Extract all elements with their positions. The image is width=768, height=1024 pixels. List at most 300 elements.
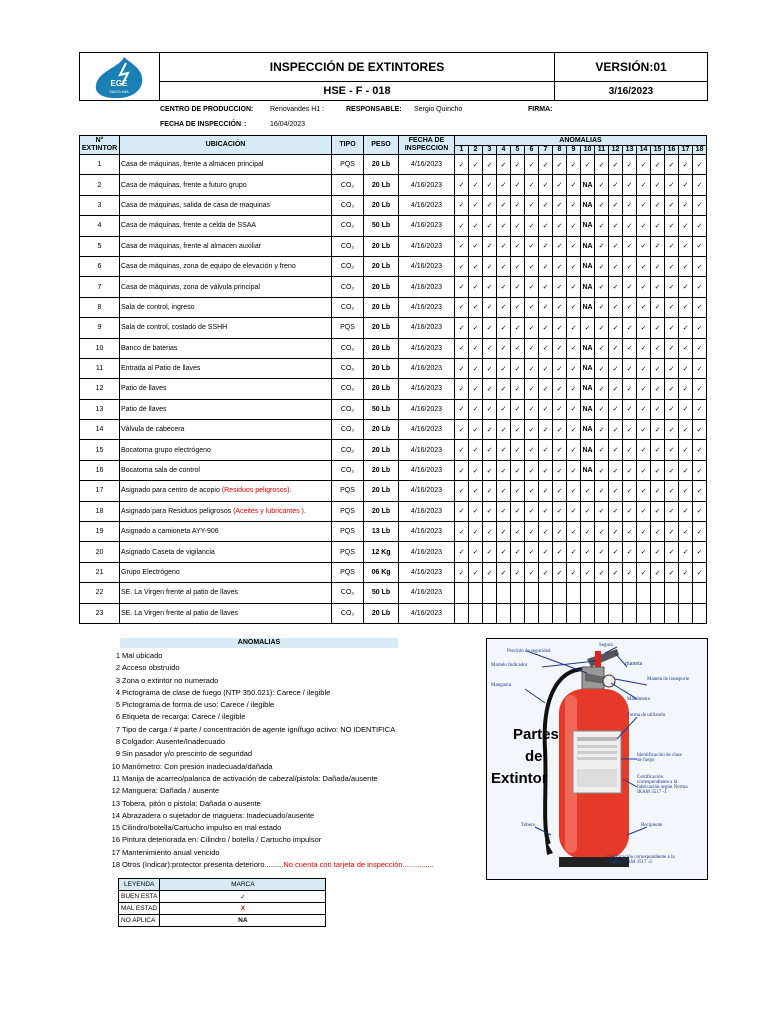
- header-tipo: TIPO: [332, 136, 364, 155]
- anomaly-cell: ✓: [553, 481, 567, 501]
- extintor-peso: 20 Lb: [364, 603, 399, 623]
- header-num: [80, 136, 120, 155]
- extintor-tipo: CO₂: [332, 358, 364, 378]
- anomaly-cell: ✓: [595, 440, 609, 460]
- table-row: [80, 440, 707, 460]
- extintor-peso: 13 Lb: [364, 522, 399, 542]
- anomaly-cell: ✓: [665, 501, 679, 521]
- anomaly-cell: ✓: [497, 318, 511, 338]
- anomaly-cell: ✓: [679, 481, 693, 501]
- header-anomalias: ANOMALIAS: [455, 136, 707, 146]
- location-text: Válvula de cabecera: [121, 426, 185, 434]
- anomalia-number: 6: [115, 712, 120, 722]
- location-text: Casa de máquinas, frente a celda de SSAA: [121, 222, 257, 230]
- anomalia-number: 4: [115, 687, 120, 697]
- anomaly-cell: ✓: [469, 195, 483, 215]
- location-text: Asignado Caseta de vigilancia: [121, 548, 215, 556]
- anomaly-cell: ✓: [693, 236, 707, 256]
- anomaly-cell: ✓: [525, 216, 539, 236]
- anomalia-number: 5: [115, 700, 120, 710]
- anomaly-cell: ✓: [665, 338, 679, 358]
- anomaly-cell: ✓: [553, 562, 567, 582]
- anomaly-cell: ✓: [665, 175, 679, 195]
- extintor-peso: 20 Lb: [364, 379, 399, 399]
- anomaly-cell: NA: [581, 379, 595, 399]
- anomaly-cell: ✓: [469, 399, 483, 419]
- anomaly-cell: ✓: [595, 155, 609, 175]
- extintor-number: 12: [80, 379, 120, 399]
- anomaly-col-header: 12: [609, 146, 623, 155]
- extintor-number: 2: [80, 175, 120, 195]
- anomaly-cell: ✓: [483, 440, 497, 460]
- anomaly-cell: ✓: [455, 175, 469, 195]
- extintor-number: 6: [80, 256, 120, 276]
- anomaly-cell: ✓: [553, 277, 567, 297]
- anomaly-cell: ✓: [581, 562, 595, 582]
- anomaly-cell: ✓: [483, 277, 497, 297]
- location-text: Asignado para Residuos peligrosos: [121, 507, 234, 515]
- anomalia-text: Cilindro/botella/Cartucho impulso en mal estado: [122, 823, 282, 833]
- table-row: [80, 155, 707, 175]
- anomaly-cell: ✓: [483, 542, 497, 562]
- anomaly-cell: ✓: [623, 420, 637, 440]
- extintor-tipo: CO₂: [332, 175, 364, 195]
- location-text: Casa de máquinas, zona de equipo de elevación y freno: [121, 263, 296, 271]
- anomaly-cell: ✓: [651, 195, 665, 215]
- anomaly-cell: ✓: [693, 216, 707, 236]
- extintor-fecha: 4/16/2023: [399, 522, 455, 542]
- anomaly-cell: ✓: [469, 460, 483, 480]
- anomaly-cell: ✓: [483, 522, 497, 542]
- extintor-peso: 20 Lb: [364, 481, 399, 501]
- anomalia-text: Manija de acarreo/palanca de activación de cabezal/pistola: Dañada/ausente: [122, 773, 378, 783]
- anomaly-cell: ✓: [567, 216, 581, 236]
- extintor-tipo: CO₂: [332, 583, 364, 603]
- anomaly-cell: ✓: [455, 256, 469, 276]
- anomaly-cell: ✓: [679, 358, 693, 378]
- anomaly-cell: ✓: [595, 195, 609, 215]
- anomaly-cell: ✓: [665, 542, 679, 562]
- fecha-value: 16/04/2023: [270, 121, 306, 128]
- extintor-peso: 20 Lb: [364, 277, 399, 297]
- svg-text:EGE: EGE: [110, 79, 128, 88]
- anomaly-cell: ✓: [693, 297, 707, 317]
- anomaly-cell: ✓: [637, 481, 651, 501]
- anomaly-cell: ✓: [581, 155, 595, 175]
- extintor-peso: 20 Lb: [364, 175, 399, 195]
- anomaly-cell: ✓: [665, 195, 679, 215]
- anomaly-cell: NA: [581, 216, 595, 236]
- anomaly-cell: [469, 583, 483, 603]
- table-row: [80, 420, 707, 440]
- extintor-number: 21: [80, 562, 120, 582]
- anomalia-text: Sin pasador y/o prescinto de seguridad: [122, 749, 253, 759]
- anomaly-cell: ✓: [623, 542, 637, 562]
- anomalia-number: 10: [111, 761, 120, 771]
- anomaly-cell: ✓: [623, 522, 637, 542]
- header-fecha-2: INSPECCION: [404, 145, 449, 152]
- anomaly-cell: ✓: [497, 277, 511, 297]
- anomaly-cell: ✓: [469, 297, 483, 317]
- anomaly-cell: ✓: [651, 297, 665, 317]
- anomaly-cell: ✓: [483, 420, 497, 440]
- anomaly-cell: ✓: [511, 195, 525, 215]
- anomaly-cell: ✓: [651, 420, 665, 440]
- anomaly-cell: ✓: [609, 155, 623, 175]
- anomaly-cell: ✓: [595, 256, 609, 276]
- extintor-tipo: CO₂: [332, 236, 364, 256]
- anomaly-cell: ✓: [539, 216, 553, 236]
- anomaly-cell: ✓: [483, 297, 497, 317]
- anomaly-cell: ✓: [497, 562, 511, 582]
- anomaly-cell: ✓: [693, 440, 707, 460]
- anomaly-cell: ✓: [483, 195, 497, 215]
- extintor-number: 15: [80, 440, 120, 460]
- anomaly-cell: ✓: [553, 297, 567, 317]
- anomaly-cell: ✓: [665, 256, 679, 276]
- anomaly-cell: ✓: [553, 358, 567, 378]
- anomaly-cell: ✓: [455, 440, 469, 460]
- anomaly-cell: ✓: [539, 155, 553, 175]
- table-row: [80, 399, 707, 419]
- legend-row: [119, 903, 326, 915]
- anomalia-note: No cuenta con tarjeta de inspección...............: [283, 860, 434, 870]
- anomaly-cell: ✓: [497, 256, 511, 276]
- anomaly-cell: ✓: [665, 481, 679, 501]
- anomaly-cell: ✓: [693, 338, 707, 358]
- anomaly-cell: ✓: [483, 379, 497, 399]
- anomaly-cell: ✓: [693, 399, 707, 419]
- location-text: Casa de máquinas, salida de casa de maquinas: [121, 201, 271, 209]
- location-text: Banco de baterias: [121, 344, 178, 352]
- anomalia-text: Pictograma de clase de fuego (NTP 350.021): Carece / ilegible: [122, 687, 331, 697]
- anomaly-cell: ✓: [511, 379, 525, 399]
- anomaly-cell: ✓: [539, 318, 553, 338]
- table-row: [80, 318, 707, 338]
- anomaly-cell: [567, 603, 581, 623]
- anomaly-cell: ✓: [469, 277, 483, 297]
- anomaly-cell: ✓: [455, 399, 469, 419]
- anomalia-item: [110, 859, 434, 871]
- anomaly-cell: [455, 583, 469, 603]
- extintores-table: [79, 135, 707, 624]
- svg-text:Partes: Partes: [513, 726, 559, 743]
- anomaly-cell: ✓: [525, 318, 539, 338]
- anomaly-cell: ✓: [539, 522, 553, 542]
- extintor-location: [120, 440, 332, 460]
- anomalia-text: Colgador: Ausente/Inadecuado: [122, 737, 225, 747]
- anomaly-cell: ✓: [511, 155, 525, 175]
- anomaly-cell: ✓: [469, 562, 483, 582]
- anomaly-cell: ✓: [567, 318, 581, 338]
- anomaly-cell: ✓: [567, 338, 581, 358]
- extintor-tipo: CO₂: [332, 338, 364, 358]
- anomaly-cell: ✓: [525, 338, 539, 358]
- extintor-fecha: 4/16/2023: [399, 256, 455, 276]
- anomaly-cell: ✓: [665, 318, 679, 338]
- centro-label: CENTRO DE PRODUCCION:: [160, 106, 254, 113]
- extintor-tipo: CO₂: [332, 420, 364, 440]
- anomaly-cell: ✓: [651, 440, 665, 460]
- anomaly-cell: ✓: [553, 256, 567, 276]
- anomaly-cell: ✓: [483, 338, 497, 358]
- anomaly-cell: ✓: [637, 195, 651, 215]
- anomaly-col-header: 16: [665, 146, 679, 155]
- anomaly-cell: NA: [581, 420, 595, 440]
- anomaly-cell: ✓: [679, 318, 693, 338]
- anomaly-cell: [679, 583, 693, 603]
- anomaly-cell: ✓: [665, 460, 679, 480]
- anomaly-cell: ✓: [525, 562, 539, 582]
- anomaly-cell: ✓: [511, 338, 525, 358]
- anomaly-cell: ✓: [567, 562, 581, 582]
- legend-mark: ✓: [160, 891, 326, 903]
- anomaly-cell: ✓: [609, 420, 623, 440]
- centro-value: Renovandes H1 :: [270, 106, 325, 113]
- anomaly-cell: ✓: [665, 399, 679, 419]
- anomaly-cell: [651, 583, 665, 603]
- extintor-fecha: 4/16/2023: [399, 542, 455, 562]
- extintor-fecha: 4/16/2023: [399, 175, 455, 195]
- anomaly-cell: NA: [581, 277, 595, 297]
- anomaly-cell: ✓: [665, 522, 679, 542]
- extintor-location: [120, 562, 332, 582]
- anomalia-item: [110, 748, 434, 760]
- anomalia-item: [110, 810, 434, 822]
- doc-code: HSE - F - 018: [159, 81, 555, 101]
- anomalia-number: 11: [112, 773, 120, 783]
- anomaly-cell: ✓: [595, 277, 609, 297]
- anomaly-cell: [553, 583, 567, 603]
- anomaly-cell: ✓: [497, 338, 511, 358]
- legend-header-mark: MARCA: [160, 879, 326, 891]
- extintor-location: [120, 460, 332, 480]
- anomaly-cell: ✓: [623, 256, 637, 276]
- extintor-number: 20: [80, 542, 120, 562]
- anomaly-cell: ✓: [539, 256, 553, 276]
- anomaly-cell: ✓: [637, 440, 651, 460]
- anomaly-cell: ✓: [693, 155, 707, 175]
- anomaly-col-header: 18: [693, 146, 707, 155]
- anomaly-cell: ✓: [651, 358, 665, 378]
- anomaly-cell: ✓: [525, 460, 539, 480]
- anomaly-col-header: 2: [469, 146, 483, 155]
- table-row: [80, 583, 707, 603]
- location-text: Asignado para centro de acopio: [121, 487, 222, 495]
- anomaly-cell: [469, 603, 483, 623]
- extintor-peso: 20 Lb: [364, 195, 399, 215]
- anomaly-cell: ✓: [665, 420, 679, 440]
- anomaly-cell: ✓: [693, 358, 707, 378]
- anomaly-cell: ✓: [609, 338, 623, 358]
- table-row: [80, 379, 707, 399]
- anomaly-cell: ✓: [469, 175, 483, 195]
- legend-mark: X: [160, 903, 326, 915]
- anomaly-cell: ✓: [525, 358, 539, 378]
- anomaly-cell: ✓: [623, 562, 637, 582]
- anomaly-cell: ✓: [567, 522, 581, 542]
- anomaly-cell: ✓: [511, 318, 525, 338]
- anomaly-cell: ✓: [567, 236, 581, 256]
- svg-text:Extintor: Extintor: [491, 770, 548, 787]
- table-row: [80, 358, 707, 378]
- anomaly-cell: ✓: [637, 256, 651, 276]
- anomaly-cell: ✓: [651, 481, 665, 501]
- anomaly-cell: ✓: [637, 399, 651, 419]
- anomaly-cell: ✓: [511, 256, 525, 276]
- anomaly-cell: ✓: [609, 379, 623, 399]
- anomaly-cell: ✓: [679, 562, 693, 582]
- extintor-tipo: CO₂: [332, 379, 364, 399]
- label-maneta-transporte: Maneta de transporte: [647, 677, 690, 682]
- extintor-number: 22: [80, 583, 120, 603]
- extintor-location: [120, 297, 332, 317]
- anomaly-cell: ✓: [581, 501, 595, 521]
- anomaly-cell: ✓: [595, 420, 609, 440]
- extintor-peso: 20 Lb: [364, 318, 399, 338]
- table-row: [80, 603, 707, 623]
- anomaly-cell: ✓: [665, 440, 679, 460]
- anomaly-cell: ✓: [497, 379, 511, 399]
- legend-table: [118, 878, 326, 927]
- anomalia-item: [110, 761, 434, 773]
- anomaly-cell: NA: [581, 440, 595, 460]
- anomaly-cell: ✓: [595, 318, 609, 338]
- anomaly-cell: ✓: [609, 358, 623, 378]
- anomalia-text: Mal ubicado: [122, 651, 163, 660]
- extintor-location: [120, 522, 332, 542]
- extintor-tipo: CO₂: [332, 460, 364, 480]
- anomaly-cell: [581, 603, 595, 623]
- anomaly-cell: ✓: [651, 460, 665, 480]
- label-clase-fuego: Identificación de clase de fuego: [637, 753, 682, 763]
- anomaly-cell: ✓: [497, 460, 511, 480]
- location-text: Patio de llaves: [121, 385, 167, 393]
- anomaly-cell: ✓: [693, 481, 707, 501]
- anomaly-cell: ✓: [539, 420, 553, 440]
- anomalia-item: [110, 773, 434, 785]
- anomaly-cell: ✓: [511, 216, 525, 236]
- anomaly-cell: ✓: [693, 175, 707, 195]
- anomaly-cell: ✓: [455, 216, 469, 236]
- extintor-peso: 20 Lb: [364, 338, 399, 358]
- anomaly-cell: ✓: [679, 155, 693, 175]
- anomaly-cell: ✓: [553, 440, 567, 460]
- anomaly-col-header: 14: [637, 146, 651, 155]
- anomaly-cell: ✓: [455, 522, 469, 542]
- anomaly-cell: ✓: [455, 195, 469, 215]
- extintor-tipo: PQS: [332, 522, 364, 542]
- anomaly-cell: ✓: [539, 277, 553, 297]
- anomaly-cell: ✓: [609, 501, 623, 521]
- anomaly-cell: ✓: [469, 256, 483, 276]
- table-row: [80, 338, 707, 358]
- table-row: [80, 175, 707, 195]
- anomaly-cell: ✓: [497, 195, 511, 215]
- extintor-number: 11: [80, 358, 120, 378]
- anomaly-cell: [455, 603, 469, 623]
- anomaly-cell: [637, 583, 651, 603]
- anomaly-cell: ✓: [483, 256, 497, 276]
- anomaly-cell: ✓: [483, 501, 497, 521]
- anomaly-cell: ✓: [553, 522, 567, 542]
- anomaly-cell: ✓: [581, 318, 595, 338]
- anomaly-cell: ✓: [511, 460, 525, 480]
- anomaly-cell: ✓: [693, 501, 707, 521]
- extintor-peso: 20 Lb: [364, 297, 399, 317]
- anomaly-col-header: 6: [525, 146, 539, 155]
- anomaly-cell: [539, 583, 553, 603]
- extintor-peso: 20 Lb: [364, 501, 399, 521]
- extintor-location: [120, 399, 332, 419]
- extintor-number: 13: [80, 399, 120, 419]
- location-text: Casa de máquinas, zona de válvula principal: [121, 283, 260, 291]
- extintor-tipo: PQS: [332, 155, 364, 175]
- anomaly-cell: ✓: [483, 481, 497, 501]
- anomaly-cell: [651, 603, 665, 623]
- extintor-tipo: PQS: [332, 501, 364, 521]
- anomaly-cell: ✓: [637, 338, 651, 358]
- anomaly-cell: ✓: [469, 522, 483, 542]
- anomaly-cell: [539, 603, 553, 623]
- anomalia-number: 12: [111, 786, 120, 796]
- anomaly-cell: ✓: [623, 501, 637, 521]
- anomaly-cell: ✓: [693, 379, 707, 399]
- anomaly-cell: ✓: [623, 481, 637, 501]
- anomaly-cell: ✓: [651, 236, 665, 256]
- anomaly-cell: [665, 603, 679, 623]
- location-note: (Aceites y lubricantes ).: [233, 507, 306, 515]
- company-logo: [80, 53, 159, 100]
- anomaly-cell: ✓: [595, 562, 609, 582]
- anomaly-cell: ✓: [693, 256, 707, 276]
- anomalia-number: 13: [111, 798, 120, 808]
- anomaly-cell: [623, 603, 637, 623]
- anomaly-cell: ✓: [651, 318, 665, 338]
- logo-cell: [79, 52, 160, 101]
- anomaly-cell: ✓: [595, 236, 609, 256]
- anomaly-cell: [553, 603, 567, 623]
- firma-label: FIRMA:: [528, 106, 553, 113]
- extintor-tipo: PQS: [332, 542, 364, 562]
- anomaly-cell: ✓: [623, 440, 637, 460]
- anomaly-cell: ✓: [469, 501, 483, 521]
- extintor-fecha: 4/16/2023: [399, 338, 455, 358]
- svg-text:SANTA ANA: SANTA ANA: [109, 90, 129, 94]
- location-text: Grupo Electrógeno: [121, 569, 180, 576]
- extintor-tipo: PQS: [332, 562, 364, 582]
- extintor-number: 14: [80, 420, 120, 440]
- extintor-fecha: 4/16/2023: [399, 501, 455, 521]
- anomaly-cell: ✓: [595, 542, 609, 562]
- location-text: Entrada al Patio de llaves: [121, 365, 201, 373]
- anomalia-number: 17: [111, 847, 120, 857]
- anomaly-cell: ✓: [637, 460, 651, 480]
- anomaly-cell: ✓: [483, 216, 497, 236]
- anomaly-cell: ✓: [679, 460, 693, 480]
- anomaly-cell: ✓: [609, 195, 623, 215]
- anomalia-number: 3: [115, 675, 120, 685]
- anomaly-cell: ✓: [455, 358, 469, 378]
- label-cert-2: Certificación correspondiente a la Norma IRAM 3517 -2: [607, 855, 675, 865]
- extintor-fecha: 4/16/2023: [399, 195, 455, 215]
- anomaly-cell: ✓: [511, 236, 525, 256]
- label-manguera: Manguera: [491, 683, 512, 688]
- anomaly-cell: ✓: [665, 155, 679, 175]
- anomaly-cell: ✓: [497, 481, 511, 501]
- extintor-tipo: CO₂: [332, 399, 364, 419]
- svg-text:del: del: [525, 748, 547, 765]
